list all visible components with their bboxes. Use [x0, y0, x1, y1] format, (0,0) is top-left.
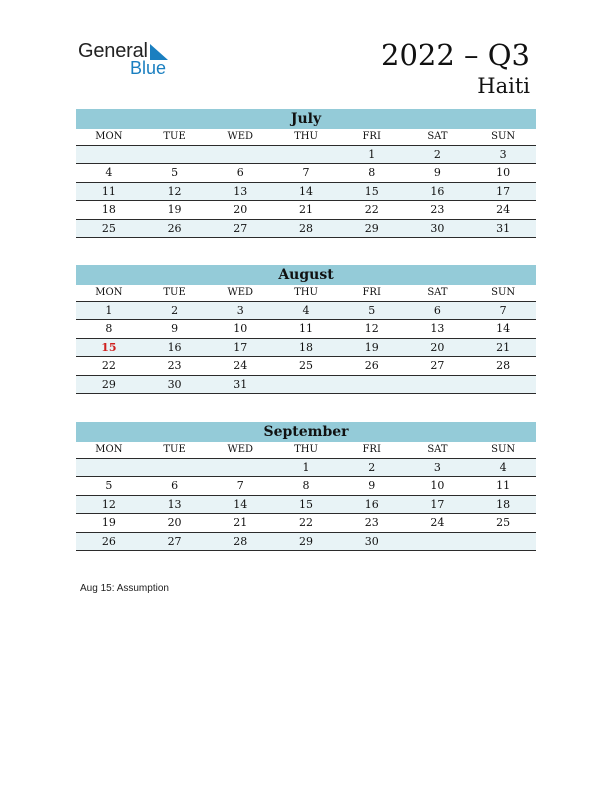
- weekday-header: [76, 285, 536, 301]
- day-cell: 28: [496, 359, 511, 373]
- week-row: [76, 495, 536, 513]
- day-cell: 31: [233, 377, 248, 391]
- week-row: [76, 145, 536, 163]
- day-cell: 20: [233, 203, 248, 217]
- week-row: [76, 375, 536, 394]
- weekday-label: SUN: [491, 444, 516, 455]
- day-cell: 17: [430, 497, 445, 511]
- day-cell: 22: [364, 203, 379, 217]
- day-cell: 11: [496, 479, 511, 493]
- empty-day-cell: [142, 146, 208, 163]
- day-cell: 9: [368, 479, 376, 493]
- day-cell: 6: [433, 304, 441, 317]
- empty-day-cell: [470, 533, 536, 550]
- day-cell: 21: [233, 516, 248, 530]
- weekday-label: FRI: [362, 444, 381, 455]
- day-cell: 27: [167, 534, 182, 548]
- day-cell: 14: [233, 497, 248, 511]
- month-title: September: [76, 422, 536, 442]
- day-cell: 22: [101, 359, 116, 373]
- brand-name-blue: Blue: [130, 58, 167, 78]
- day-cell: 1: [302, 461, 310, 474]
- month-july: [76, 109, 536, 238]
- weekday-label: SUN: [491, 287, 516, 298]
- day-cell: 16: [364, 497, 379, 511]
- day-cell: 11: [101, 184, 116, 198]
- day-cell: 13: [233, 184, 248, 198]
- day-cell: 7: [499, 304, 507, 317]
- week-row: [76, 532, 536, 551]
- day-cell: 31: [496, 221, 511, 235]
- day-cell: 12: [167, 184, 182, 198]
- day-cell: 7: [236, 479, 244, 493]
- weekday-label: TUE: [163, 131, 186, 142]
- weekday-label: WED: [227, 287, 254, 298]
- empty-day-cell: [405, 533, 471, 550]
- holiday-note: Aug 15: Assumption: [80, 583, 169, 594]
- day-cell: 23: [430, 203, 445, 217]
- month-title: July: [76, 109, 536, 129]
- empty-day-cell: [273, 146, 339, 163]
- day-cell: 5: [171, 166, 179, 180]
- day-cell: 30: [167, 377, 182, 391]
- weekday-label: MON: [95, 287, 123, 298]
- day-cell: 18: [496, 497, 511, 511]
- day-cell: 19: [167, 203, 182, 217]
- weekday-label: THU: [294, 131, 318, 142]
- weekday-label: MON: [95, 131, 123, 142]
- day-cell: 27: [233, 221, 248, 235]
- empty-day-cell: [273, 376, 339, 393]
- day-cell: 3: [433, 461, 441, 474]
- empty-day-cell: [142, 459, 208, 476]
- day-cell: 24: [496, 203, 511, 217]
- weekday-header: [76, 442, 536, 458]
- day-cell: 24: [430, 516, 445, 530]
- day-cell: 3: [499, 148, 507, 161]
- week-row: [76, 458, 536, 476]
- day-cell: 10: [496, 166, 511, 180]
- day-cell: 14: [496, 322, 511, 336]
- day-cell: 19: [364, 340, 379, 354]
- day-cell: 21: [496, 340, 511, 354]
- month-august: [76, 265, 536, 394]
- empty-day-cell: [207, 146, 273, 163]
- empty-day-cell: [405, 376, 471, 393]
- day-cell: 6: [171, 479, 179, 493]
- day-cell: 9: [171, 322, 179, 336]
- day-cell: 20: [430, 340, 445, 354]
- day-cell: 5: [368, 304, 376, 317]
- weekday-label: THU: [294, 444, 318, 455]
- day-cell: 4: [499, 461, 507, 474]
- day-cell: 27: [430, 359, 445, 373]
- day-cell: 15: [298, 497, 313, 511]
- weekday-label: SAT: [427, 444, 448, 455]
- day-cell: 1: [105, 304, 113, 317]
- month-september: [76, 422, 536, 551]
- week-row: [76, 356, 536, 374]
- weekday-header: [76, 129, 536, 145]
- day-cell: 24: [233, 359, 248, 373]
- week-row: [76, 301, 536, 319]
- day-cell: 16: [430, 184, 445, 198]
- country-name: Haiti: [477, 74, 530, 98]
- day-cell: 1: [368, 148, 376, 161]
- day-cell: 3: [236, 304, 244, 317]
- week-row: [76, 182, 536, 200]
- day-cell: 23: [364, 516, 379, 530]
- week-row: [76, 513, 536, 531]
- day-cell: 14: [298, 184, 313, 198]
- day-cell: 17: [233, 340, 248, 354]
- day-cell: 6: [236, 166, 244, 180]
- day-cell: 15: [364, 184, 379, 198]
- weekday-label: FRI: [362, 131, 381, 142]
- empty-day-cell: [470, 376, 536, 393]
- day-cell: 4: [302, 304, 310, 317]
- day-cell: 2: [171, 304, 179, 317]
- week-row: [76, 338, 536, 356]
- day-cell: 20: [167, 516, 182, 530]
- weekday-label: SAT: [427, 287, 448, 298]
- day-cell: 30: [430, 221, 445, 235]
- brand-logo: [78, 40, 188, 80]
- day-cell: 28: [233, 534, 248, 548]
- weekday-label: SAT: [427, 131, 448, 142]
- day-cell: 29: [364, 221, 379, 235]
- empty-day-cell: [76, 146, 142, 163]
- week-row: [76, 219, 536, 238]
- day-cell: 25: [298, 359, 313, 373]
- week-row: [76, 476, 536, 494]
- day-cell: 25: [496, 516, 511, 530]
- month-title: August: [76, 265, 536, 285]
- day-cell: 15: [101, 340, 117, 354]
- day-cell: 2: [433, 148, 441, 161]
- day-cell: 7: [302, 166, 310, 180]
- week-row: [76, 163, 536, 181]
- day-cell: 26: [167, 221, 182, 235]
- day-cell: 12: [101, 497, 116, 511]
- day-cell: 2: [368, 461, 376, 474]
- weekday-label: MON: [95, 444, 123, 455]
- day-cell: 25: [101, 221, 116, 235]
- brand-name-general: General: [78, 40, 148, 62]
- day-cell: 13: [167, 497, 182, 511]
- day-cell: 29: [298, 534, 313, 548]
- weekday-label: FRI: [362, 287, 381, 298]
- day-cell: 8: [368, 166, 376, 180]
- day-cell: 13: [430, 322, 445, 336]
- weekday-label: THU: [294, 287, 318, 298]
- weekday-label: WED: [227, 444, 254, 455]
- day-cell: 19: [101, 516, 116, 530]
- day-cell: 9: [433, 166, 441, 180]
- day-cell: 26: [364, 359, 379, 373]
- day-cell: 16: [167, 340, 182, 354]
- day-cell: 18: [298, 340, 313, 354]
- day-cell: 8: [302, 479, 310, 493]
- day-cell: 5: [105, 479, 113, 493]
- day-cell: 4: [105, 166, 113, 180]
- day-cell: 29: [101, 377, 116, 391]
- week-row: [76, 319, 536, 337]
- day-cell: 21: [298, 203, 313, 217]
- weekday-label: WED: [227, 131, 254, 142]
- day-cell: 8: [105, 322, 113, 336]
- weekday-label: TUE: [163, 444, 186, 455]
- day-cell: 30: [364, 534, 379, 548]
- day-cell: 28: [298, 221, 313, 235]
- day-cell: 11: [298, 322, 313, 336]
- empty-day-cell: [207, 459, 273, 476]
- page-title: 2022 – Q3: [381, 38, 530, 72]
- weekday-label: TUE: [163, 287, 186, 298]
- day-cell: 17: [496, 184, 511, 198]
- day-cell: 26: [101, 534, 116, 548]
- day-cell: 10: [233, 322, 248, 336]
- day-cell: 12: [364, 322, 379, 336]
- day-cell: 23: [167, 359, 182, 373]
- day-cell: 18: [101, 203, 116, 217]
- day-cell: 10: [430, 479, 445, 493]
- week-row: [76, 200, 536, 218]
- weekday-label: SUN: [491, 131, 516, 142]
- empty-day-cell: [339, 376, 405, 393]
- empty-day-cell: [76, 459, 142, 476]
- day-cell: 22: [298, 516, 313, 530]
